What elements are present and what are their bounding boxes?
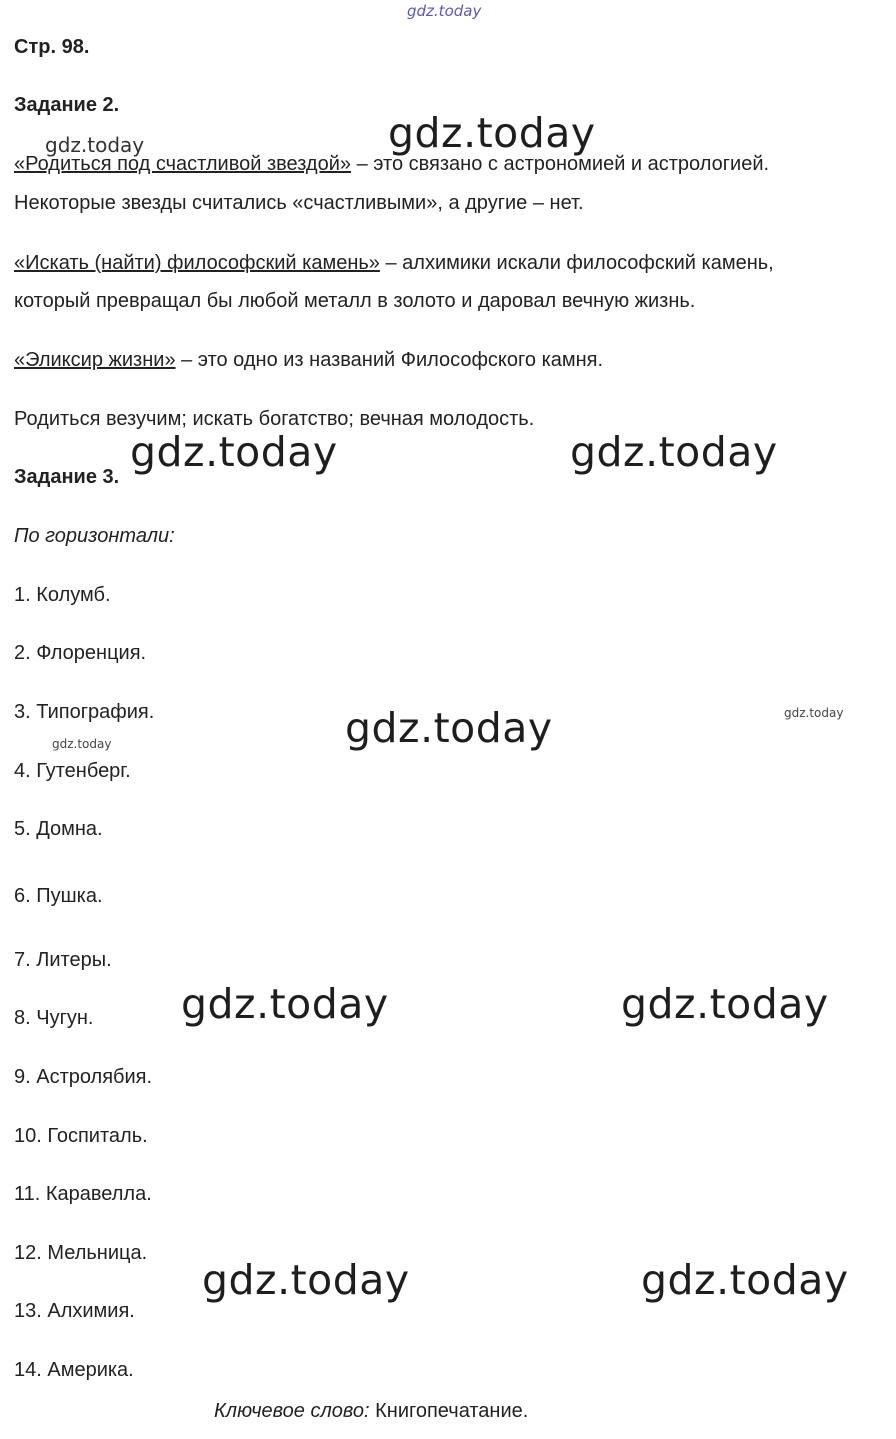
task-2-paragraph-1-line-2: Некоторые звезды считались «счастливыми», а другие – нет. xyxy=(14,192,584,214)
watermark-logo: gdz.today xyxy=(784,706,844,720)
watermark-logo: gdz.today xyxy=(621,980,829,1028)
watermark-logo: gdz.today xyxy=(52,737,112,751)
answer-item: 10. Госпиталь. xyxy=(14,1125,148,1147)
answer-item: 11. Каравелла. xyxy=(14,1183,152,1205)
answer-item: 7. Литеры. xyxy=(14,949,112,971)
idiom-phrase: «Родиться под счастливой звездой» xyxy=(14,153,352,175)
answer-item: 14. Америка. xyxy=(14,1359,134,1381)
watermark-logo: gdz.today xyxy=(202,1256,410,1304)
answer-item: 3. Типография. xyxy=(14,701,155,723)
answer-item: 1. Колумб. xyxy=(14,584,111,606)
idiom-explanation: – алхимики искали философский камень, xyxy=(379,252,774,274)
answer-item: 13. Алхимия. xyxy=(14,1300,135,1322)
watermark-logo: gdz.today xyxy=(570,428,778,476)
task-2-paragraph-2-line-1 xyxy=(14,250,774,276)
answer-item: 2. Флоренция. xyxy=(14,642,147,664)
answer-item: 8. Чугун. xyxy=(14,1007,94,1029)
watermark-logo: gdz.today xyxy=(45,133,145,157)
idiom-phrase: «Искать (найти) философский камень» xyxy=(14,252,380,274)
watermark-logo: gdz.today xyxy=(181,980,389,1028)
answer-item: 4. Гутенберг. xyxy=(14,760,131,782)
answer-item: 5. Домна. xyxy=(14,818,103,840)
task-2-paragraph-3 xyxy=(14,347,603,373)
idiom-explanation: – это одно из названий Философского камня. xyxy=(175,349,604,371)
task-2-paragraph-2-line-2: который превращал бы любой металл в золото и даровал вечную жизнь. xyxy=(14,290,696,312)
watermark-logo: gdz.today xyxy=(388,109,596,157)
task-2-summary: Родиться везучим; искать богатство; вечная молодость. xyxy=(14,408,535,430)
watermark-logo: gdz.today xyxy=(407,2,482,20)
watermark-logo: gdz.today xyxy=(130,428,338,476)
answer-item: 6. Пушка. xyxy=(14,885,103,907)
answer-item: 9. Астролябия. xyxy=(14,1066,153,1088)
idiom-explanation: – это связано с астрономией и астрологией. xyxy=(351,153,770,175)
task-3-title: Задание 3. xyxy=(14,466,120,488)
task-2-title: Задание 2. xyxy=(14,94,120,116)
watermark-logo: gdz.today xyxy=(641,1256,849,1304)
keyword-line xyxy=(214,1398,528,1424)
answer-item: 12. Мельница. xyxy=(14,1242,148,1264)
task-3-subtitle: По горизонтали: xyxy=(14,525,175,547)
page-reference: Стр. 98. xyxy=(14,36,90,58)
watermark-logo: gdz.today xyxy=(345,704,553,752)
keyword-label: Ключевое слово: xyxy=(214,1400,370,1422)
idiom-phrase: «Эликсир жизни» xyxy=(14,349,176,371)
keyword-value: Книгопечатание. xyxy=(369,1400,529,1422)
